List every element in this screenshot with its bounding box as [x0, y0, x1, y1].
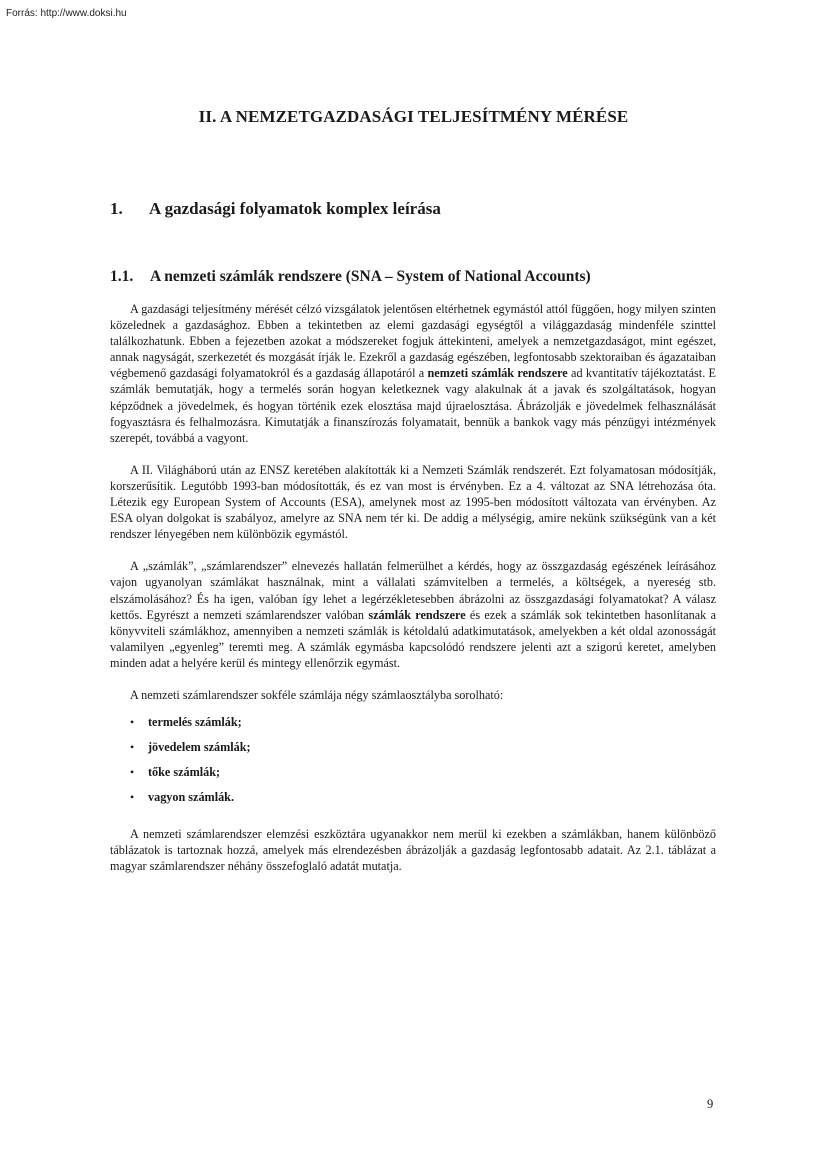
paragraph-4: A nemzeti számlarendszer sokféle számlája négy számlaosztályba sorolható: — [130, 687, 504, 702]
list-item — [130, 764, 716, 789]
list-item-text: termelés számlák; — [148, 715, 242, 730]
list-item — [130, 714, 716, 739]
subsection-title-text: A nemzeti számlák rendszere (SNA – System of National Accounts) — [150, 268, 591, 285]
list-item-text: tőke számlák; — [148, 765, 221, 780]
paragraph-3-bold: számlák rendszere — [368, 607, 466, 622]
source-url: Forrás: http://www.doksi.hu — [6, 8, 127, 19]
list-item — [130, 739, 716, 764]
body-content — [110, 301, 716, 890]
paragraph-3-text-b: és ezek a számlák sok tekintetben hasonlítanak a könyvviteli számlákhoz, amennyiben a nemzeti számlák is kétoldalú adatkimutatások, amelyekben a két oldal azonosságát valamilyen „egyenleg” teremti meg. A számlák egymásba kapcsolódó rendszere jelenti azt a szigorú keretet, amelyben minden adat a helyére kerül és mintegy ellenőrzik egymást. — [110, 607, 716, 670]
section-title-text: A gazdasági folyamatok komplex leírása — [149, 199, 441, 218]
page-number: 9 — [707, 1097, 714, 1111]
paragraph-1-bold: nemzeti számlák rendszere — [427, 366, 568, 381]
paragraph-5: A nemzeti számlarendszer elemzési eszköztára ugyanakkor nem merül ki ezekben a számlákban, hanem különböző táblázatok is tartoznak hozzá, amelyek más elrendezésben ábrázolják a gazdaság legfontosabb adatait. Az 2.1. táblázat a magyar számlarendszer néhány összefoglaló adatát mutatja. — [110, 827, 716, 874]
list-item — [130, 789, 716, 814]
account-classes-list — [110, 714, 716, 814]
bullet-icon: • — [130, 715, 135, 730]
list-item-text: jövedelem számlák; — [148, 740, 251, 755]
section-title — [110, 199, 441, 219]
paragraph-3 — [110, 558, 716, 671]
subsection-title — [110, 268, 591, 286]
paragraph-3-text-a: A „számlák”, „számlarendszer” elnevezés hallatán felmerülhet a kérdés, hogy az összgazdaság egészének leírásához vajon ugyanolyan számlákat használnak, mint a vállalati számvitelben a termelés, a költségek, a nyereség stb. elszámolásához? És ha igen, valóban így lehet a legérzékletesebben ábrázolni az összgazdasági folyamatokat? A válasz kettős. Egyrészt a nemzeti számlarendszer valóban — [110, 559, 716, 622]
paragraph-2: A II. Világháború után az ENSZ keretében alakították ki a Nemzeti Számlák rendszerét. Ezt folyamatosan módosítják, korszerűsítik. Legutóbb 1993-ban módosították, és ez van most is érvényben. Ez a 4. változat az SNA létrehozása óta. Létezik egy European System of Accounts (ESA), amelynek most az 1995-ben módosított változata van érvényben. Az ESA olyan dolgokat is szabályoz, amelyre az SNA nem tér ki. De addig a mélységig, amire nekünk szükségünk van a két rendszer lényegében nem különbözik egymástól. — [110, 462, 716, 542]
section-number: 1. — [110, 199, 123, 218]
list-item-text: vagyon számlák. — [148, 790, 234, 805]
chapter-title: II. A NEMZETGAZDASÁGI TELJESÍTMÉNY MÉRÉSE — [198, 107, 629, 126]
paragraph-1-text-a: A gazdasági teljesítmény mérését célzó vizsgálatok jelentősen eltérhetnek egymástól attól függően, hogy milyen szinten közelednek a gazdasághoz. Ebben a tekintetben az elemi gazdasági egységtől a világgazdaság mindenféle szinttel találkozhatunk. Ebben a fejezetben azokat a módszereket fogjuk áttekinteni, amelyek a nemzetgazdaságot, mint egészet, annak nagyságát, szerkezetét és mozgását írják le. Ezekről a gazdaság egészében, legfontosabb szektoraiban és ágazataiban végbemenő gazdasági folyamatokról és a gazdaság állapotáról a — [110, 302, 716, 381]
bullet-icon: • — [130, 740, 135, 755]
bullet-icon: • — [130, 765, 135, 780]
subsection-number: 1.1. — [110, 268, 134, 285]
bullet-icon: • — [130, 790, 135, 805]
paragraph-1 — [110, 301, 716, 446]
paragraph-1-text-b: ad kvantitatív tájékoztatást. E számlák bemutatják, hogy a termelés során hogyan keletkeznek vagy alakulnak át a javak és szolgáltatások, hogyan képződnek a jövedelmek, és hogyan történik ezek elosztása majd újraelosztása. Ábrázolják e jövedelmek felhasználását fogyasztásra és felhalmozásra. Kimutatják a finanszírozás folyamatait, bennük a bankok vagy más pénzügyi intézmények szerepét, továbbá a vagyont. — [110, 366, 716, 445]
